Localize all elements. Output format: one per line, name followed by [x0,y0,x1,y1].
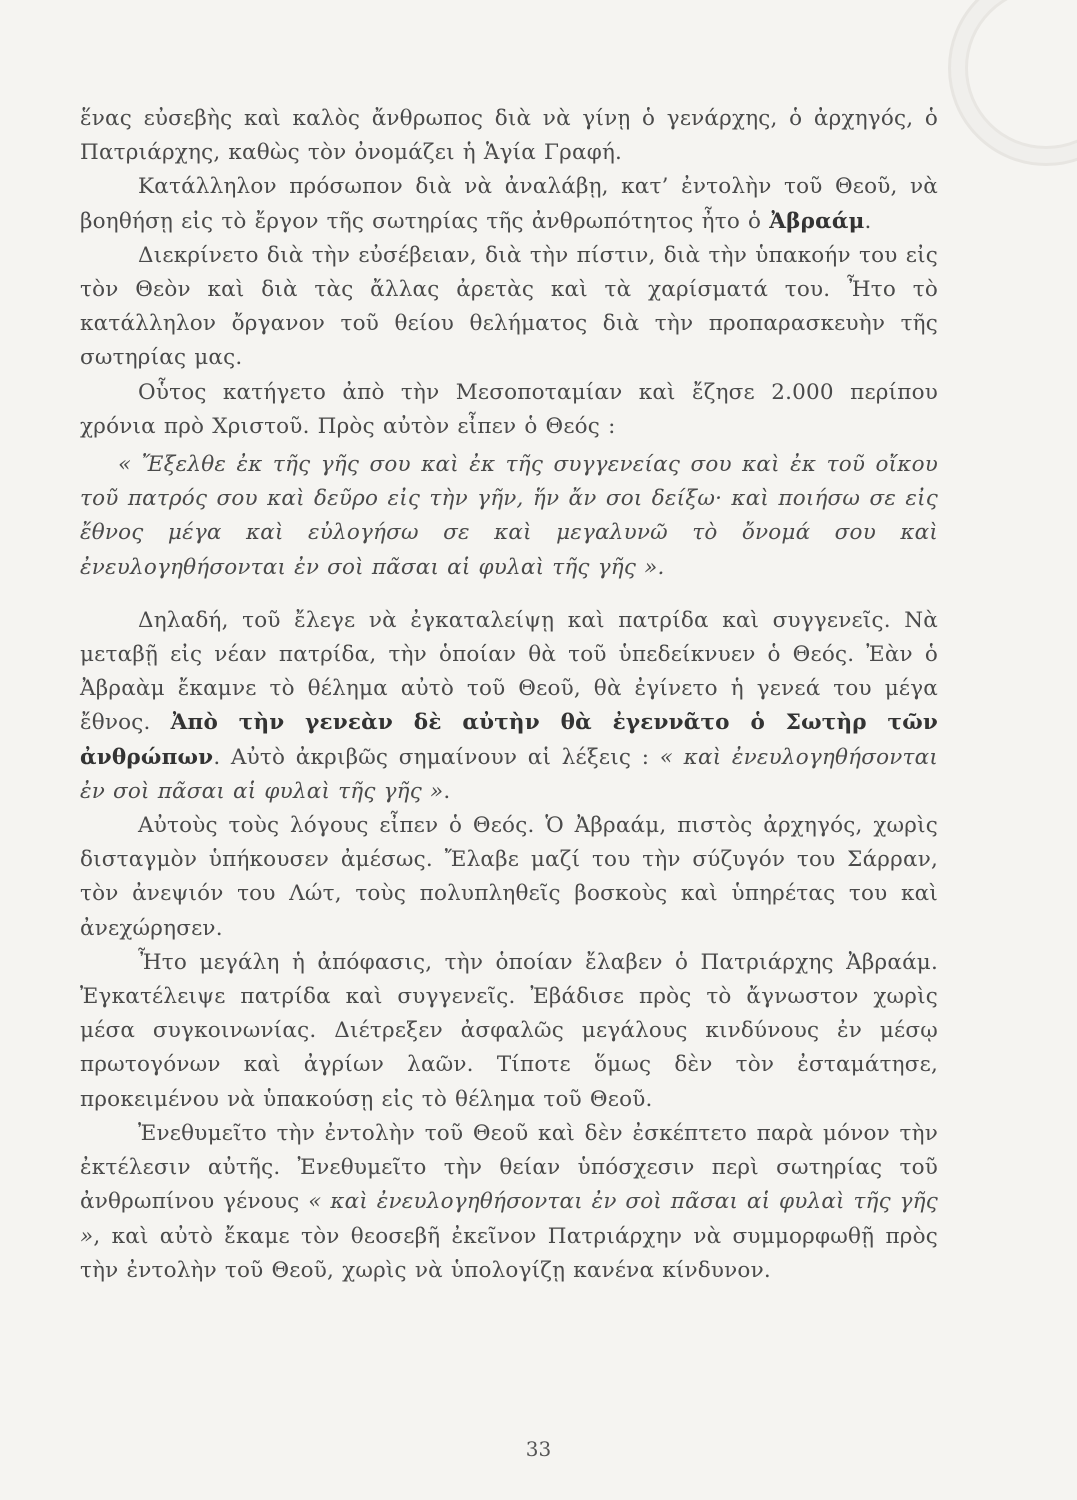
paragraph-7 [80,809,938,946]
text-run: « Ἔξελθε ἐκ τῆς γῆς σου καὶ ἐκ τῆς συγγενείας σου καὶ ἐκ τοῦ οἴκου τοῦ πατρός σου καὶ δεῦρο εἰς τὴν γῆν, ἥν ἄν σοι δείξω· καὶ ποιήσω σε εἰς ἔθνος μέγα καὶ εὐλογήσω σε καὶ μεγαλυνῶ τὸ ὄνομά σου καὶ ἐνευλογηθήσονται ἐν σοὶ πᾶσαι αἱ φυλαὶ τῆς γῆς ». [80,452,938,580]
paragraph-8 [80,946,938,1117]
text-run: . Αὐτὸ ἀκριβῶς σημαίνουν αἱ λέξεις : [213,744,660,770]
paragraph-3 [80,239,938,376]
paragraph-2 [80,170,938,238]
scripture-quote [80,448,938,585]
paragraph-6 [80,604,938,809]
text-run: Οὗτος κατήγετο ἀπὸ τὴν Μεσοποταμίαν καὶ ἔζησε 2.000 περίπου χρόνια πρὸ Χριστοῦ. Πρὸς αὐτὸν εἶπεν ὁ Θεός : [80,379,938,439]
paragraph-1 [80,102,938,170]
library-stamp [948,0,1077,166]
paragraph-4 [80,376,938,444]
text-run: . [864,208,872,234]
text-run: Αὐτοὺς τοὺς λόγους εἶπεν ὁ Θεός. Ὁ Ἀβραάμ, πιστὸς ἀρχηγός, χωρὶς δισταγμὸν ὑπήκουσεν ἀμέσως. Ἔλαβε μαζί του τὴν σύζυγόν του Σάρραν, τὸν ἀνεψιόν του Λώτ, τοὺς πολυπληθεῖς βοσκοὺς καὶ ὑπηρέτας του καὶ ἀνεχώρησεν. [80,813,938,941]
text-run: ἕνας εὐσεβὴς καὶ καλὸς ἄνθρωπος διὰ νὰ γίνῃ ὁ γενάρχης, ὁ ἀρχηγός, ὁ Πατριάρχης, καθὼς τὸν ὀνομάζει ἡ Ἁγία Γραφή. [80,106,938,166]
text-run: Κατάλληλον πρόσωπον διὰ νὰ ἀναλάβῃ, κατ’ ἐντολὴν τοῦ Θεοῦ, νὰ βοηθήσῃ εἰς τὸ ἔργον τῆς σωτηρίας τῆς ἀνθρωπότητος ἦτο ὁ [80,174,938,234]
text-run: Διεκρίνετο διὰ τὴν εὐσέβειαν, διὰ τὴν πίστιν, διὰ τὴν ὑπακοήν του εἰς τὸν Θεὸν καὶ διὰ τὰς ἄλλας ἀρετὰς καὶ τὰ χαρίσματά του. Ἦτο τὸ κατάλληλον ὄργανον τοῦ θείου θελήματος διὰ τὴν προπαρασκευὴν τῆς σωτηρίας μας. [80,242,938,371]
page-text [80,102,938,1288]
paragraph-9 [80,1117,938,1288]
italic-quote: « καὶ ἐνευλογηθήσονται ἐν σοὶ πᾶσαι αἱ φυλαὶ τῆς γῆς » [80,744,938,804]
text-run: Ἐνεθυμεῖτο τὴν ἐντολὴν τοῦ Θεοῦ καὶ δὲν ἐσκέπτετο παρὰ μόνον τὴν ἐκτέλεσιν αὐτῆς. Ἐνεθυμεῖτο τὴν θείαν ὑπόσχεσιν περὶ σωτηρίας τοῦ ἀνθρωπίνου γένους [80,1120,938,1215]
text-run: Δηλαδή, τοῦ ἔλεγε νὰ ἐγκαταλείψῃ καὶ πατρίδα καὶ συγγενεῖς. Νὰ μεταβῇ εἰς νέαν πατρίδα, τὴν ὁποίαν θὰ τοῦ ὑπεδείκνυεν ὁ Θεός. Ἐὰν ὁ Ἀβραὰμ ἔκαμνε τὸ θέλημα αὐτὸ τοῦ Θεοῦ, θὰ ἐγίνετο ἡ γενεά του μέγα ἔθνος. [80,607,938,736]
italic-quote: « καὶ ἐνευλογηθήσονται ἐν σοὶ πᾶσαι αἱ φυλαὶ τῆς γῆς » [80,1189,939,1249]
bold-phrase-savior: Ἀπὸ τὴν γενεὰν δὲ αὐτὴν θὰ ἐγεννᾶτο ὁ Σωτὴρ τῶν ἀνθρώπων [80,710,939,770]
name-abraham-bold: Ἀβραάμ [769,208,865,234]
text-run: . [443,778,451,804]
text-run: , καὶ αὐτὸ ἔκαμε τὸν θεοσεβῆ ἐκεῖνον Πατριάρχην νὰ συμμορφωθῇ πρὸς τὴν ἐντολὴν τοῦ Θεοῦ, χωρὶς νὰ ὑπολογίζῃ κανένα κίνδυνον. [80,1223,938,1283]
page-number: 33 [525,1437,552,1461]
text-run: Ἦτο μεγάλη ἡ ἀπόφασις, τὴν ὁποίαν ἔλαβεν ὁ Πατριάρχης Ἀβραάμ. Ἐγκατέλειψε πατρίδα καὶ συγγενεῖς. Ἐβάδισε πρὸς τὸ ἄγνωστον χωρὶς μέσα συγκοινωνίας. Διέτρεξεν ἀσφαλῶς μεγάλους κινδύνους ἐν μέσῳ πρωτογόνων καὶ ἀγρίων λαῶν. Τίποτε ὅμως δὲν τὸν ἐσταμάτησε, προκειμένου νὰ ὑπακούσῃ εἰς τὸ θέλημα τοῦ Θεοῦ. [80,949,938,1112]
